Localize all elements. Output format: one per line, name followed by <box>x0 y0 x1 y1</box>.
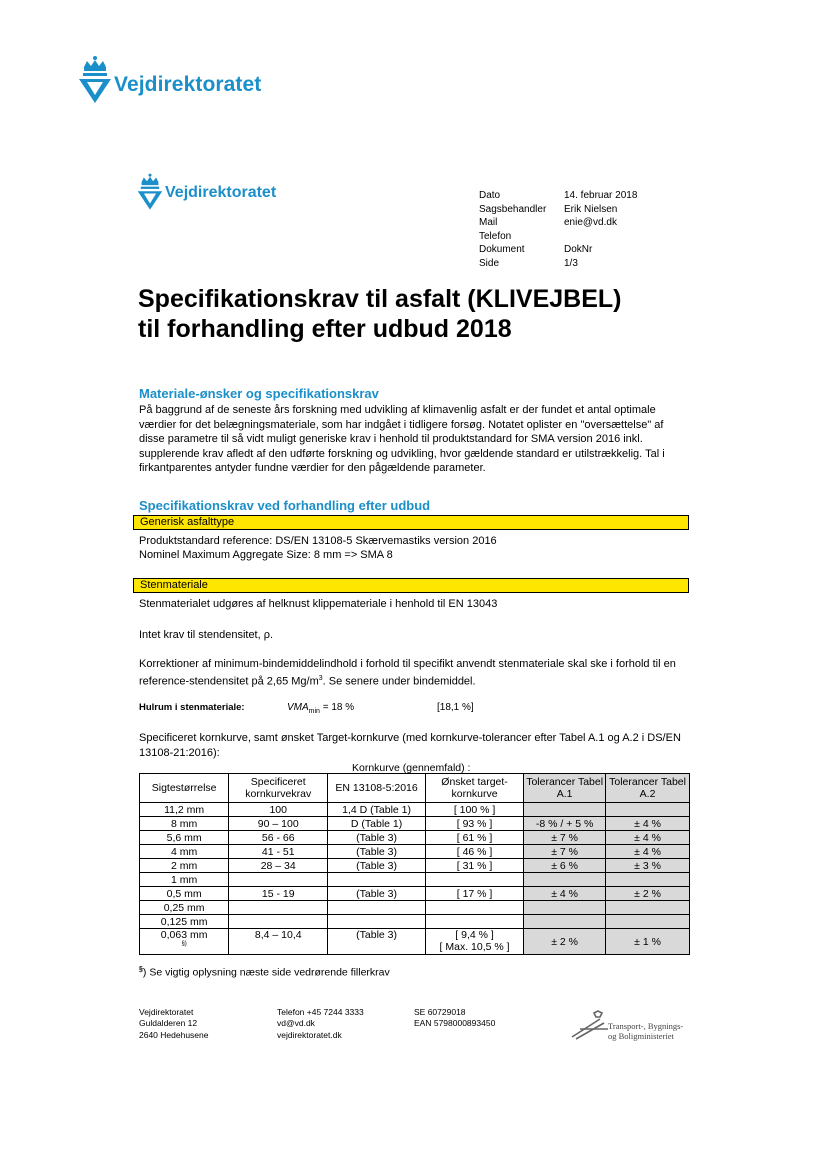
table-header: Tolerancer Tabel A.1 <box>524 774 606 803</box>
meta-row-mail <box>479 216 637 230</box>
product-standard-line: Produktstandard reference: DS/EN 13108-5 Skærvemastiks version 2016 <box>139 535 497 547</box>
footer-ean-number: EAN 5798000893450 <box>414 1018 496 1029</box>
table-cell <box>606 901 690 915</box>
meta-key: Dokument <box>479 244 525 256</box>
meta-row-phone <box>479 230 637 244</box>
meta-value: 14. februar 2018 <box>564 190 638 201</box>
vma-value: = 18 % <box>322 702 355 713</box>
nmas-line: Nominel Maximum Aggregate Size: 8 mm => SMA 8 <box>139 549 393 561</box>
correction-text-end: . Se senere under bindemiddel. <box>322 675 476 688</box>
table-cell <box>140 929 229 955</box>
table-cell: 11,2 mm <box>140 803 229 817</box>
logo-text: Vejdirektoratet <box>165 184 277 201</box>
table-cell <box>606 803 690 817</box>
table-cell: ± 4 % <box>606 845 690 859</box>
stone-density-line: Intet krav til stendensitet, ρ. <box>139 629 274 641</box>
table-row <box>140 831 690 845</box>
table-cell <box>524 901 606 915</box>
table-cell: 1,4 D (Table 1) <box>328 803 426 817</box>
crown-shield-icon <box>137 172 163 212</box>
table-cell: (Table 3) <box>328 887 426 901</box>
meta-value: Erik Nielsen <box>564 203 618 215</box>
table-cell <box>229 901 328 915</box>
table-row <box>140 887 690 901</box>
table-cell: ± 4 % <box>606 831 690 845</box>
sieve-size: 0,063 mm <box>160 929 208 941</box>
table-cell: 0,125 mm <box>140 915 229 929</box>
table-cell: 56 - 66 <box>229 831 328 845</box>
footer-line: Guldalderen 12 <box>139 1018 198 1029</box>
table-cell: 5,6 mm <box>140 831 229 845</box>
table-cell: 8,4 – 10,4 <box>229 929 328 955</box>
table-header: Ønsket target-kornkurve <box>425 774 523 803</box>
table-header: EN 13108-5:2016 <box>328 774 426 803</box>
table-cell: [ 61 % ] <box>425 831 523 845</box>
table-cell: ± 1 % <box>606 929 690 955</box>
table-row <box>140 901 690 915</box>
table-cell <box>425 873 523 887</box>
table-row <box>140 873 690 887</box>
table-header: Tolerancer Tabel A.2 <box>606 774 690 803</box>
table-cell: ± 2 % <box>606 887 690 901</box>
table-cell <box>229 915 328 929</box>
table-cell: (Table 3) <box>328 929 426 955</box>
vejdirektoratet-logo-small <box>137 172 307 212</box>
table-caption: Kornkurve (gennemfald) : <box>352 762 471 774</box>
vejdirektoratet-logo-large <box>78 55 278 105</box>
table-cell <box>328 915 426 929</box>
bar-generic-asphalt-type: Generisk asfalttype <box>133 515 689 530</box>
footer-address <box>139 1007 208 1041</box>
footer-email[interactable]: vd@vd.dk <box>277 1018 315 1029</box>
footer-line: Vejdirektoratet <box>139 1007 194 1017</box>
table-cell: (Table 3) <box>328 845 426 859</box>
voids-label: Hulrum i stenmateriale: <box>139 702 245 713</box>
table-cell <box>425 901 523 915</box>
meta-key: Sagsbehandler <box>479 203 547 215</box>
table-cell <box>524 803 606 817</box>
vma-subscript: min <box>308 708 320 715</box>
table-cell: 15 - 19 <box>229 887 328 901</box>
footer-contact <box>277 1007 364 1041</box>
table-header: Specificeret kornkurvekrav <box>229 774 328 803</box>
vma-symbol: VMA <box>287 702 309 713</box>
table-cell <box>524 915 606 929</box>
superscript: 3 <box>318 674 323 682</box>
table-cell <box>425 915 523 929</box>
table-cell <box>328 873 426 887</box>
meta-key: Dato <box>479 190 501 201</box>
meta-row-document <box>479 243 637 257</box>
footnote-marker: §) <box>181 941 187 947</box>
meta-value: DokNr <box>564 244 593 256</box>
correction-text: Korrektioner af minimum-bindemiddelindhold i forhold til specifikt anvendt stenmateriale skal ske i forhold til en reference-stendensitet på 2,65 Mg/m <box>139 658 676 688</box>
table-cell: D (Table 1) <box>328 817 426 831</box>
title-line-2: til forhandling efter udbud 2018 <box>138 315 512 343</box>
logo-text: Vejdirektoratet <box>114 73 262 96</box>
table-cell: 8 mm <box>140 817 229 831</box>
table-cell: ± 6 % <box>524 859 606 873</box>
table-cell: 4 mm <box>140 845 229 859</box>
table-cell: 1 mm <box>140 873 229 887</box>
table-cell: ± 4 % <box>524 887 606 901</box>
table-cell: ± 7 % <box>524 831 606 845</box>
section-heading-materials: Materiale-ønsker og specifikationskrav <box>139 386 379 401</box>
table-row <box>140 859 690 873</box>
footnote-text: ) Se vigtig oplysning næste side vedrørende fillerkrav <box>142 966 390 979</box>
table-header: Sigtestørrelse <box>140 774 229 803</box>
table-cell: 100 <box>229 803 328 817</box>
table-cell <box>328 901 426 915</box>
table-row <box>140 845 690 859</box>
footnote <box>139 966 390 979</box>
table-cell: ± 4 % <box>606 817 690 831</box>
table-cell: 2 mm <box>140 859 229 873</box>
target-max: [ Max. 10,5 % ] <box>439 941 510 953</box>
table-cell: 0,5 mm <box>140 887 229 901</box>
meta-key: Side <box>479 257 500 269</box>
meta-row-handler <box>479 203 637 217</box>
table-cell: ± 3 % <box>606 859 690 873</box>
section-heading-spec: Specifikationskrav ved forhandling efter udbud <box>139 498 431 513</box>
table-cell: [ 100 % ] <box>425 803 523 817</box>
bar-stone-material: Stenmateriale <box>133 578 689 593</box>
meta-value: enie@vd.dk <box>564 217 617 229</box>
footer-website[interactable]: vejdirektoratet.dk <box>277 1029 342 1040</box>
table-cell: 41 - 51 <box>229 845 328 859</box>
stone-material-line: Stenmaterialet udgøres af helknust klippemateriale i henhold til EN 13043 <box>139 598 498 610</box>
correction-paragraph <box>139 657 689 689</box>
table-cell: [ 93 % ] <box>425 817 523 831</box>
ministry-line: Transport-, Bygnings- <box>608 1021 684 1031</box>
table-row <box>140 803 690 817</box>
footer-phone: Telefon +45 7244 3333 <box>277 1007 364 1017</box>
table-cell <box>606 873 690 887</box>
meta-key: Mail <box>479 217 498 229</box>
table-cell: (Table 3) <box>328 831 426 845</box>
section-body-materials: På baggrund af de seneste års forskning med udvikling af klimavenlig asfalt er der fundet et antal optimale værdier for det belægningsmateriale, som har indgået i tidligere forsøg. Notatet oplister en "oversættelse" af disse parametre til så vidt muligt generiske krav i henhold til produktstandard for SMA version 2016 inkl. supplerende krav afledt af den udførte forskning og udvikling, hvor gældende standard er utilstrækkelig. Tal i firkantparentes antyder fundne værdier for den pågældende parameter. <box>139 404 665 475</box>
document-meta <box>479 189 637 271</box>
table-cell: (Table 3) <box>328 859 426 873</box>
meta-key: Telefon <box>479 230 512 242</box>
footer-line: 2640 Hedehusene <box>139 1029 209 1040</box>
table-cell <box>524 873 606 887</box>
target-value: [ 9,4 % ] <box>455 929 494 941</box>
meta-row-date <box>479 189 637 203</box>
ministry-emblem-icon <box>570 1009 610 1041</box>
table-cell: ± 2 % <box>524 929 606 955</box>
title-line-1: Specifikationskrav til asfalt (KLIVEJBEL) <box>138 285 622 313</box>
table-row <box>140 915 690 929</box>
table-cell <box>606 915 690 929</box>
ministry-name <box>608 1021 683 1041</box>
table-cell: 90 – 100 <box>229 817 328 831</box>
table-cell <box>425 929 523 955</box>
grading-table <box>139 773 690 955</box>
table-cell: [ 46 % ] <box>425 845 523 859</box>
meta-value: 1/3 <box>564 257 578 269</box>
table-cell: [ 17 % ] <box>425 887 523 901</box>
voids-value <box>287 702 354 715</box>
ministry-logo <box>570 1005 710 1050</box>
footer-se-number: SE 60729018 <box>414 1007 466 1017</box>
table-cell: 0,25 mm <box>140 901 229 915</box>
table-row <box>140 929 690 955</box>
ministry-line: og Boligministeriet <box>608 1031 674 1041</box>
meta-row-page <box>479 257 637 271</box>
table-cell: 28 – 34 <box>229 859 328 873</box>
table-header-row <box>140 774 690 803</box>
voids-found: [18,1 %] <box>437 702 474 713</box>
table-cell: [ 31 % ] <box>425 859 523 873</box>
table-row <box>140 817 690 831</box>
footnote-symbol: § <box>139 966 143 973</box>
grading-intro: Specificeret kornkurve, samt ønsket Target-kornkurve (med kornkurve-tolerancer efter Tabel A.1 og A.2 i DS/EN 13108-21:2016): <box>139 732 681 759</box>
table-cell <box>229 873 328 887</box>
table-cell: ± 7 % <box>524 845 606 859</box>
page-title <box>138 284 698 344</box>
crown-shield-icon <box>78 55 112 105</box>
table-cell: -8 % / + 5 % <box>524 817 606 831</box>
footer-ids <box>414 1007 495 1030</box>
